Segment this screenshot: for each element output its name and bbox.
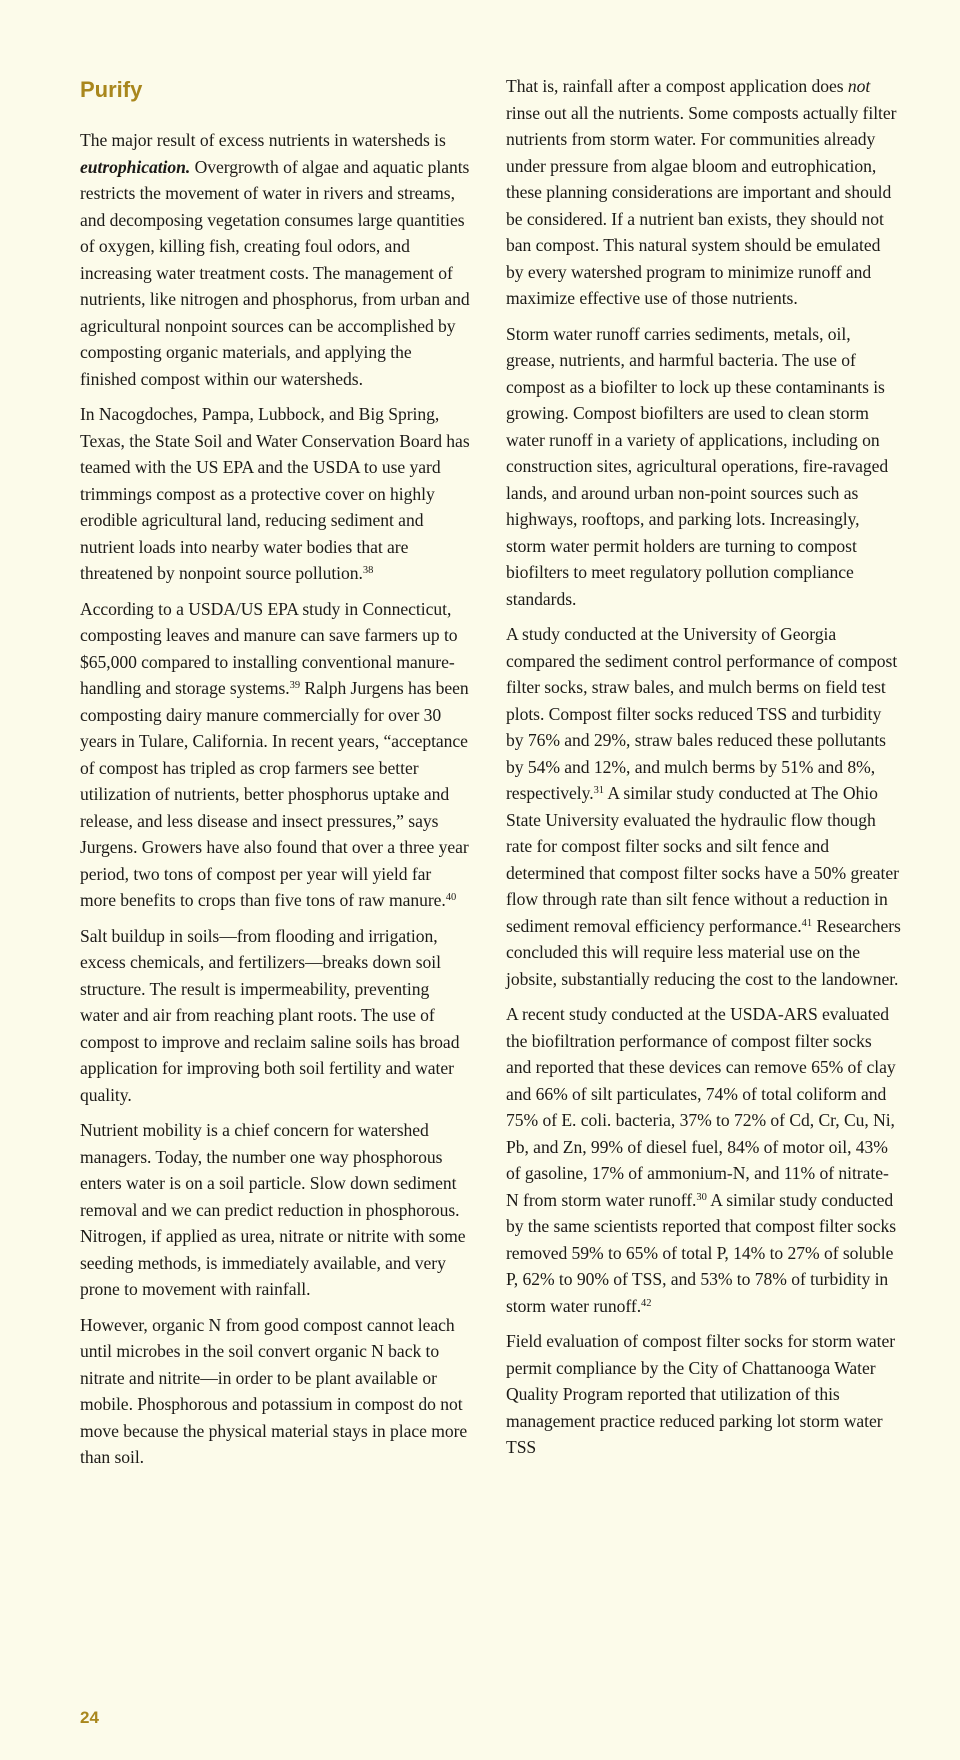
paragraph-storm-water: Storm water runoff carries sediments, metals, oil, grease, nutrients, and harmful bacteria. The use of compost as a biofilter to lock up these contaminants is growing. Compost biofilters are used to clean storm water runoff in a variety of applications, including on construction sites, agricultural operations, fire-ravaged lands, and around urban non-point sources such as highways, rooftops, and parking lots. Increasingly, storm water permit holders are turning to compost biofilters to meet regulatory pollution compliance standards.	[506, 323, 889, 609]
paragraph-connecticut: According to a USDA/US EPA study in Connecticut, composting leaves and manure can save farmers up to $65,000 compared to installing conventional manure-handling and storage systems.$^{39}$ Ralph Jurgens has been composting dairy manure commercially for over 30 years in Tulare, California. In recent years, “acceptance of compost has tripled as crop farmers see better utilization of nutrients, better phosphorus uptake and release, and less disease and insect pressures,” says Jurgens. Growers have also found that over a three year period, two tons of compost per year will yield far more benefits to crops than five tons of raw manure.$^{40}$	[80, 598, 469, 910]
footnote-ref: 41	[801, 917, 813, 929]
paragraph-eutrophication: The major result of excess nutrients in watersheds is eutrophication. Overgrowth of algae and aquatic plants restricts the movement of water in rivers and streams, and decomposing vegetation consumes large quantities of oxygen, killing fish, creating foul odors, and increasing water treatment costs. The management of nutrients, like nitrogen and phosphorus, from urban and agricultural nonpoint sources can be accomplished by composting organic materials, and applying the finished compost within our watersheds.	[80, 130, 470, 389]
footnote-ref: 31	[593, 785, 605, 796]
paragraph-organic-n: However, organic N from good compost cannot leach until microbes in the soil convert organic N back to nitrate and nitrite—in order to be plant available or mobile. Phosphorous and potassium in compost do not move because the physical material stays in place more than soil.	[80, 1314, 468, 1467]
paragraph-rainfall: That is, rainfall after a compost application does not rinse out all the nutrients. Some composts actually filter nutrients from storm water. For communities already under pressure from algae bloom and eutrophication, these planning considerations are important and should be considered. If a nutrient ban exists, they should not ban compost. This natural system should be emulated by every watershed program to minimize runoff and maximize effective use of those nutrients.	[506, 76, 897, 308]
footnote-ref: 42	[641, 1297, 652, 1309]
left-column	[80, 0, 471, 1480]
section-title: Purify	[80, 77, 143, 102]
page-number: 24	[80, 1708, 99, 1727]
footnote-ref: 39	[289, 680, 301, 691]
emphasis-eutrophication: eutrophication.	[80, 156, 191, 177]
footnote-ref: 38	[362, 565, 374, 576]
paragraph-salt-buildup: Salt buildup in soils—from flooding and irrigation, excess chemicals, and fertilizers—breaks down soil structure. The result is impermeability, preventing water and air from reaching plant roots. The use of compost to improve and reclaim saline soils has broad application for improving both soil fertility and water quality.	[80, 925, 460, 1105]
footnote-ref: 30	[696, 1191, 707, 1203]
paragraph-texas: In Nacogdoches, Pampa, Lubbock, and Big Spring, Texas, the State Soil and Water Conservation Board has teamed with the US EPA and the USDA to use yard trimmings compost as a protective cover on highly erodible agricultural land, reducing sediment and nutrient loads into nearby water bodies that are threatened by nonpoint source pollution.$^{38}$	[80, 404, 470, 583]
emphasis-not: not	[847, 76, 871, 96]
paragraph-georgia-study: A study conducted at the University of Georgia compared the sediment control performance of compost filter socks, straw bales, and mulch berms on field test plots. Compost filter socks reduced TSS and turbidity by 76% and 29%, straw bales reduced these pollutants by 54% and 12%, and mulch berms by 51% and 8%, respectively.$^{31}$ A similar study conducted at The Ohio State University evaluated the hydraulic flow though rate for compost filter socks and silt fence and determined that compost filter socks have a 50% greater flow through rate than silt fence without a reduction in sediment removal efficiency performance.$^{41}$ Researchers concluded this will require less material use on the jobsite, substantially reducing the cost to the landowner.	[506, 624, 901, 989]
paragraph-nutrient-mobility: Nutrient mobility is a chief concern for watershed managers. Today, the number one way phosphorous enters water is on a soil particle. Slow down sediment removal and we can predict reduction in phosphorous. Nitrogen, if applied as urea, nitrate or nitrite with some seeding methods, is immediately available, and very prone to movement with rainfall.	[80, 1120, 466, 1299]
right-column	[506, 0, 901, 1470]
paragraph-usda-ars-study: A recent study conducted at the USDA-ARS evaluated the biofiltration performance of compost filter socks and reported that these devices can remove 65% of clay and 66% of silt particulates, 74% of total coliform and 75% of E. coli. bacteria, 37% to 72% of Cd, Cr, Cu, Ni, Pb, and Zn, 99% of diesel fuel, 84% of motor oil, 43% of gasoline, 17% of ammonium-N, and 11% of nitrate-N from storm water runoff.$^{30}$ A similar study conducted by the same scientists reported that compost filter socks removed 59% to 65% of total P, 14% to 27% of soluble P, 62% to 90% of TSS, and 53% to 78% of turbidity in storm water runoff.$^{42}$	[506, 1004, 896, 1316]
paragraph-chattanooga: Field evaluation of compost filter socks for storm water permit compliance by the City of Chattanooga Water Quality Program reported that utilization of this management practice reduced parking lot storm water TSS	[506, 1331, 896, 1457]
footnote-ref: 40	[445, 892, 457, 903]
